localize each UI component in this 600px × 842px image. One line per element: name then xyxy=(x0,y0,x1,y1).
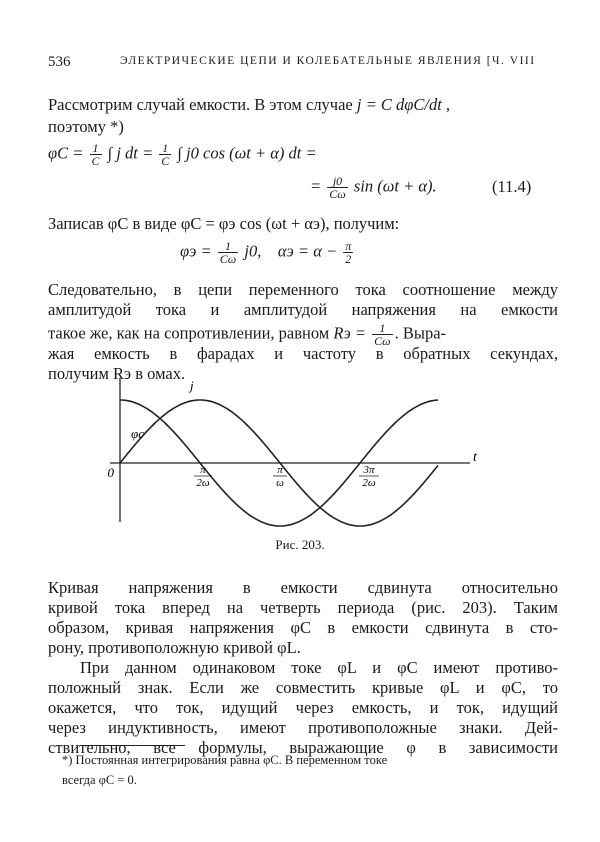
para4-line1: Кривая напряжения в емкости сдвинута относительно xyxy=(48,578,558,597)
label-t: t xyxy=(473,450,477,465)
para3-line3: такое же, как на сопротивлении, равном Rэ = $\frac{1}{C\omega}$ . Выра- xyxy=(48,321,447,348)
fraction-1-over-c-2: $\frac{1}{C}$ xyxy=(161,141,170,168)
page-number: 536 xyxy=(48,54,71,70)
svg-text:ω: ω xyxy=(276,477,284,489)
para1-line1: Рассмотрим случай емкости. В этом случае j = C dφC/dt , xyxy=(48,95,451,114)
current-formula: j = C dφC/dt , xyxy=(356,95,451,114)
svg-text:2ω: 2ω xyxy=(196,477,210,489)
fraction-1-over-comega-2: $\frac{1}{C\omega}$ xyxy=(374,321,391,348)
para4-line6: положный знак. Если же совместить кривые φL и φC, то xyxy=(48,678,558,697)
label-j: j xyxy=(190,378,194,393)
para3-line1: Следовательно, в цепи переменного тока соотношение между xyxy=(48,280,558,299)
para3-line5: получим Rэ в омах. xyxy=(48,364,186,383)
equation-phi-c-line1: φC = $\frac{1}{C}$ ∫ j dt = $\frac{1}{C}$ ∫ j0 cos (ωt + α) dt = xyxy=(48,141,317,168)
para4-line4: рону, противоположную кривой φL. xyxy=(48,638,301,657)
para4-line9: ствительно, все формулы, выражающие φ в зависимости xyxy=(48,738,558,757)
para4-line3: образом, кривая напряжения φC в емкости сдвинута в сто- xyxy=(48,618,558,637)
fraction-1-over-comega: $\frac{1}{C\omega}$ xyxy=(219,239,237,266)
para3-line4: жая емкость в фарадах и частоту в обратных секундах, xyxy=(48,344,558,363)
svg-text:3π: 3π xyxy=(363,464,375,476)
para1-line2: поэтому *) xyxy=(48,117,124,136)
fraction-j0-over-comega: $\frac{j0}{C\omega}$ xyxy=(329,174,346,201)
running-title: ЭЛЕКТРИЧЕСКИЕ ЦЕПИ И КОЛЕБАТЕЛЬНЫЕ ЯВЛЕНИЯ [Ч. VIII xyxy=(120,55,536,67)
equation-number: (11.4) xyxy=(492,177,532,196)
label-phi-c: φc xyxy=(131,426,144,441)
figure-caption: Рис. 203. xyxy=(275,537,325,552)
tick-pi-over-2omega xyxy=(194,464,212,489)
svg-text:π: π xyxy=(200,464,206,476)
fraction-1-over-c: $\frac{1}{C}$ xyxy=(91,141,100,168)
figure-203 xyxy=(0,370,600,535)
para4-line7: окажется, что ток, идущий через емкость, и ток, идущий xyxy=(48,698,558,717)
para2: Записав φC в виде φC = φэ cos (ωt + αэ), получим: xyxy=(48,214,400,233)
svg-text:2ω: 2ω xyxy=(362,477,376,489)
footnote-line2: всегда φC = 0. xyxy=(62,773,137,787)
para4-line5: При данном одинаковом токе φL и φC имеют противо- xyxy=(80,658,558,677)
footnote-rule xyxy=(80,745,185,746)
equation-amplitude: φэ = $\frac{1}{C\omega}$ j0, αэ = α − $\frac{\pi}{2}$ xyxy=(180,239,352,266)
para3-line2: амплитудой тока и амплитудой напряжения на емкости xyxy=(48,300,558,319)
tick-3pi-over-2omega xyxy=(359,464,379,489)
para4-line8: через индуктивность, имеют противоположные знаки. Дей- xyxy=(48,718,558,737)
para4-line2: кривой тока вперед на четверть периода (рис. 203). Таким xyxy=(48,598,558,617)
svg-text:π: π xyxy=(277,464,283,476)
equation-phi-c-line2: = $\frac{j0}{C\omega}$ sin (ωt + α). xyxy=(310,174,437,201)
fraction-pi-over-2: $\frac{\pi}{2}$ xyxy=(345,239,352,266)
footnote-line1: *) Постоянная интегрирования равна φC. В переменном токе xyxy=(62,753,388,767)
label-zero: 0 xyxy=(107,465,114,480)
